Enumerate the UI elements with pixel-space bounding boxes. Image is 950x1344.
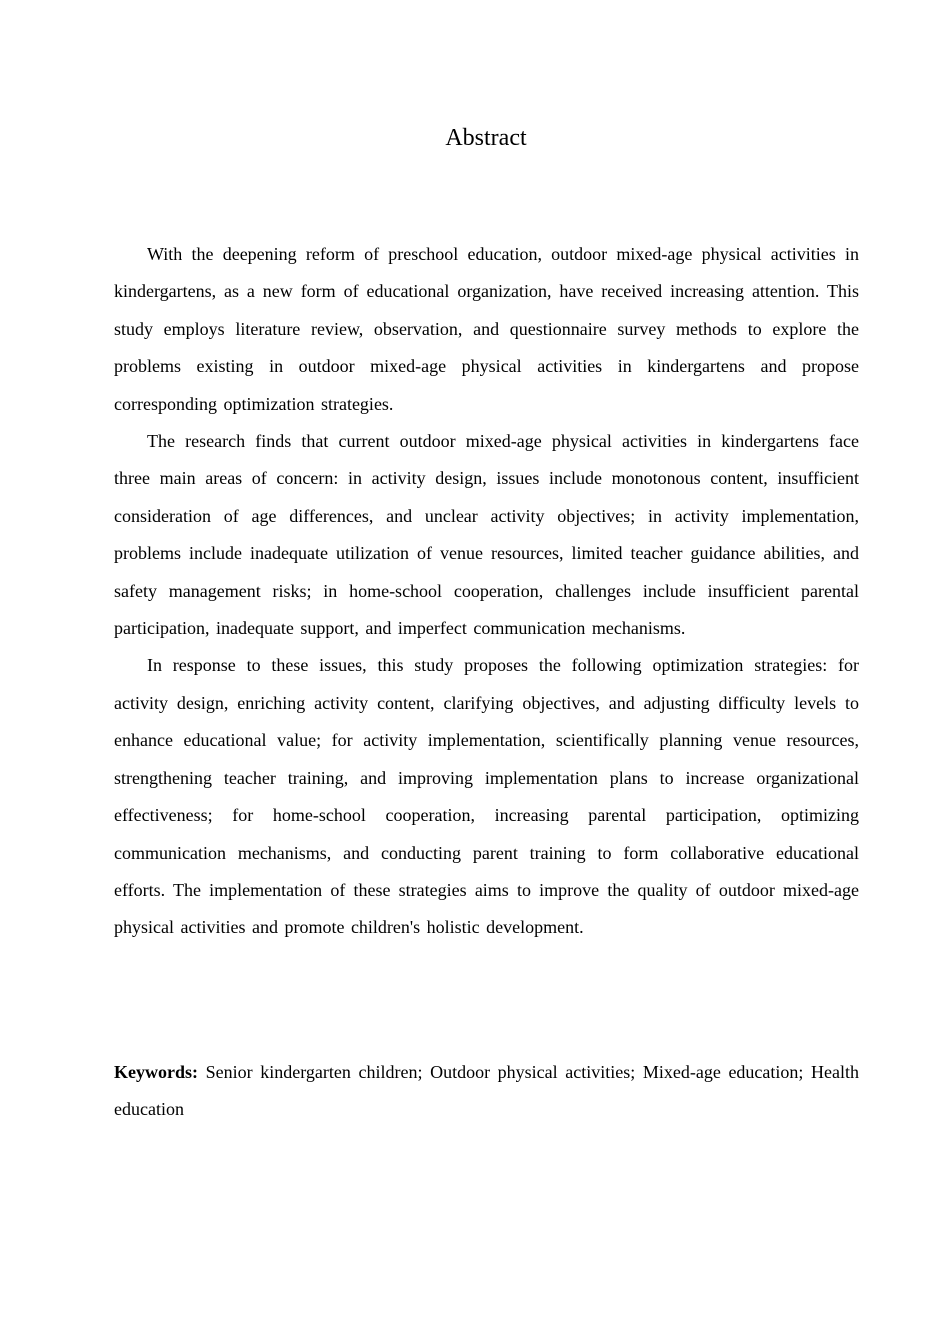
abstract-body [114, 236, 859, 947]
abstract-paragraph-1: With the deepening reform of preschool education, outdoor mixed-age physical activities in kindergartens, as a new form of educational organization, have received increasing attention. This study employs literature review, observation, and questionnaire survey methods to explore the problems existing in outdoor mixed-age physical activities in kindergartens and propose corresponding optimization strategies. [114, 244, 859, 414]
abstract-paragraph-3: In response to these issues, this study proposes the following optimization strategies: for activity design, enriching activity content, clarifying objectives, and adjusting difficulty levels to enhance educational value; for activity implementation, scientifically planning venue resources, strengthening teacher training, and improving implementation plans to increase organizational effectiveness; for home-school cooperation, increasing parental participation, optimizing communication mechanisms, and conducting parent training to form collaborative educational efforts. The implementation of these strategies aims to improve the quality of outdoor mixed-age physical activities and promote children's holistic development. [114, 655, 859, 938]
abstract-paragraph-2: The research finds that current outdoor mixed-age physical activities in kindergartens face three main areas of concern: in activity design, issues include monotonous content, insufficient consideration of age differences, and unclear activity objectives; in activity implementation, problems include inadequate utilization of venue resources, limited teacher guidance abilities, and safety management risks; in home-school cooperation, challenges include insufficient parental participation, inadequate support, and imperfect communication mechanisms. [114, 431, 859, 639]
page-title: Abstract [445, 125, 527, 151]
keywords-line [114, 1054, 859, 1129]
keywords-label: Keywords: [114, 1062, 198, 1082]
keywords-text: Senior kindergarten children; Outdoor physical activities; Mixed-age education; Health education [114, 1062, 860, 1120]
